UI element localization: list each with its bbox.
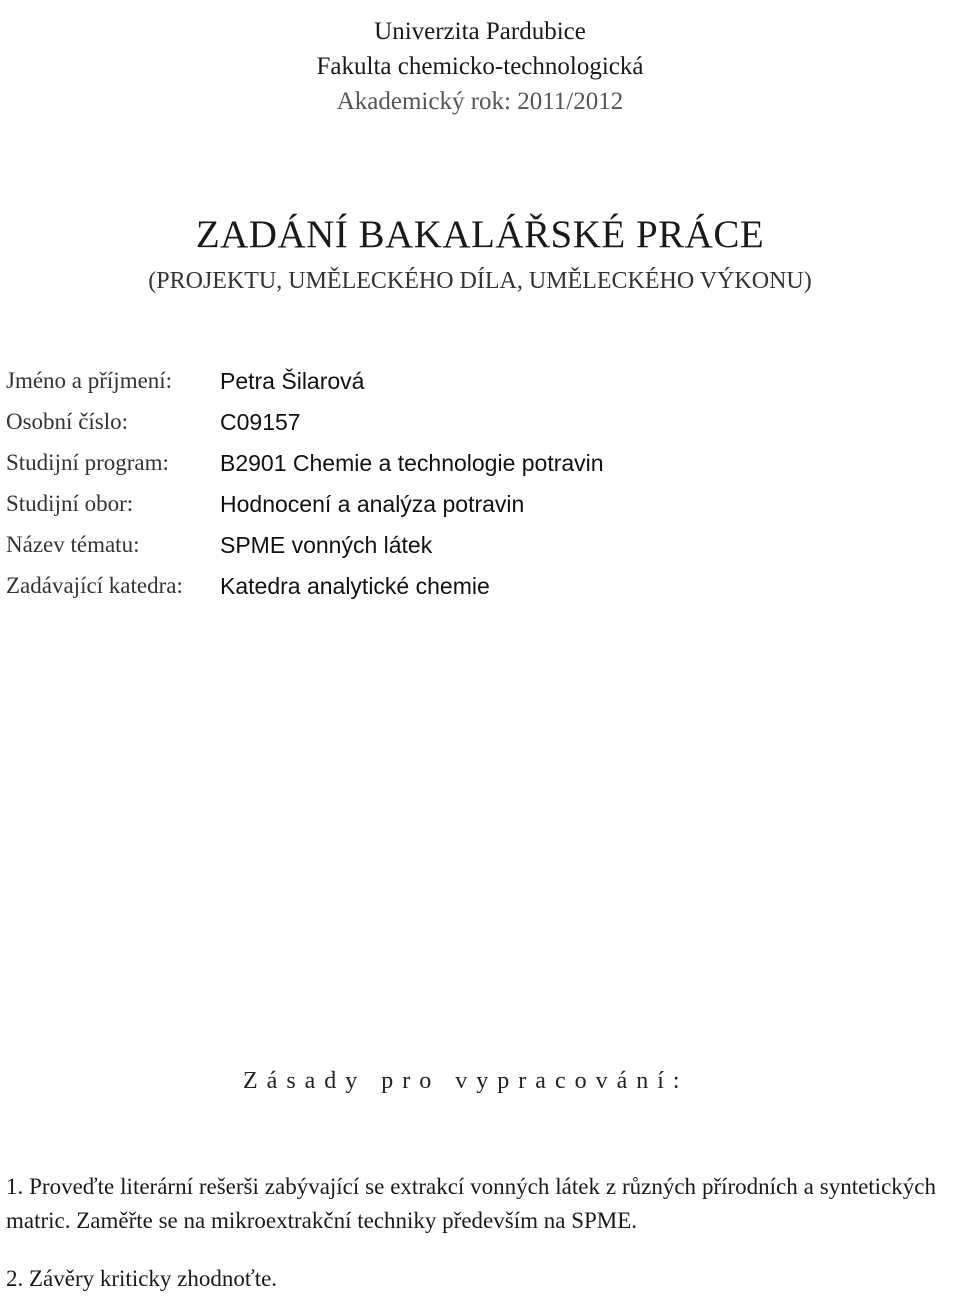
department-value: Katedra analytické chemie [220, 573, 490, 599]
personal-number-value: C09157 [220, 409, 301, 435]
topic-value: SPME vonných látek [220, 532, 433, 558]
department-label: Zadávající katedra: [6, 573, 183, 598]
name-label: Jméno a příjmení: [6, 368, 173, 393]
academic-year: Akademický rok: 2011/2012 [336, 88, 624, 115]
principles-heading: Zásady pro vypracování: [243, 1068, 689, 1094]
name-value: Petra Šilarová [220, 368, 365, 394]
document-subtitle: (PROJEKTU, UMĚLECKÉHO DÍLA, UMĚLECKÉHO VÝKONU) [148, 268, 812, 294]
principle-item-1: 1. Proveďte literární rešerši zabývající se extrakcí vonných látek z různých přírodních a syntetických matric. Zaměřte se na mikroextrakční techniky především na SPME. [6, 1174, 936, 1233]
personal-number-label: Osobní číslo: [6, 409, 129, 434]
study-field-value: Hodnocení a analýza potravin [220, 491, 525, 517]
study-field-label: Studijní obor: [6, 491, 134, 516]
topic-label: Název tématu: [6, 532, 140, 557]
document-header [0, 14, 960, 119]
principle-item-2: 2. Závěry kriticky zhodnoťte. [6, 1266, 278, 1291]
study-program-value: B2901 Chemie a technologie potravin [220, 450, 604, 476]
study-program-label: Studijní program: [6, 450, 169, 475]
faculty-name: Fakulta chemicko-technologická [316, 53, 644, 80]
university-name: Univerzita Pardubice [374, 18, 586, 45]
document-title: ZADÁNÍ BAKALÁŘSKÉ PRÁCE [195, 213, 765, 256]
